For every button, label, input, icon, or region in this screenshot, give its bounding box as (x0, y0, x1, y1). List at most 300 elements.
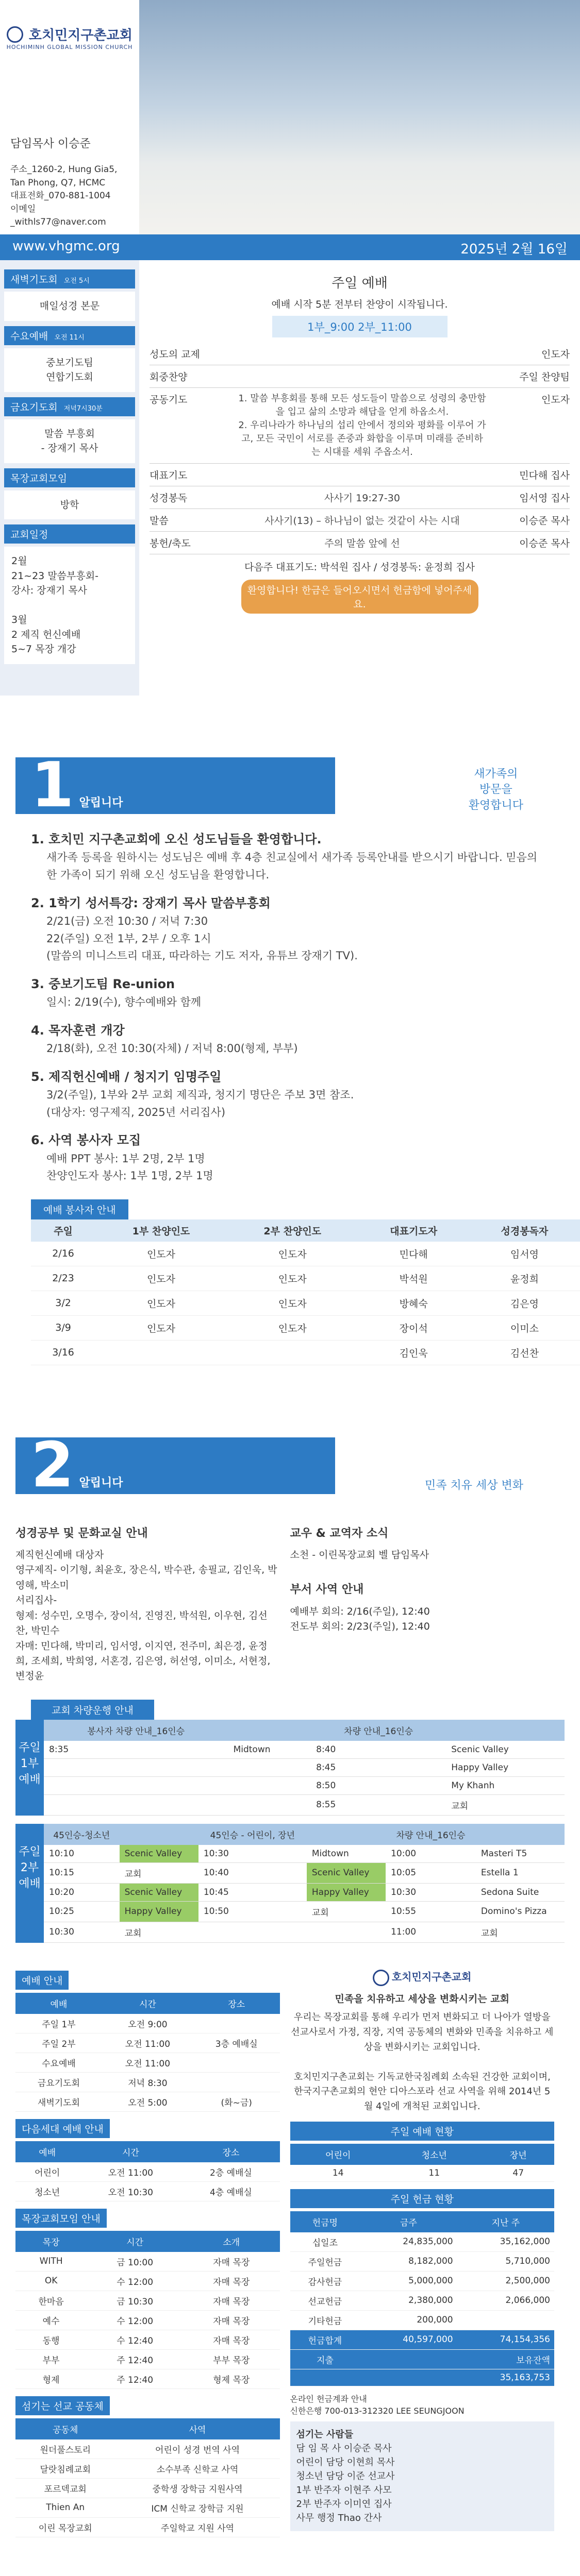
worship-rows (150, 343, 570, 554)
church-logo (0, 0, 139, 129)
table-row (290, 2369, 555, 2386)
table-cell: 박석원 (358, 1266, 469, 1291)
row-leader: 인도자 (541, 394, 570, 405)
table-cell: Thien An (15, 2498, 115, 2517)
table-cell: 이린 목장교회 (15, 2517, 115, 2537)
sidebar-block (4, 468, 135, 520)
table-cell: 중학생 장학금 지원사역 (115, 2478, 279, 2498)
row-label: 회중찬양 (150, 371, 188, 383)
table-cell: 소수부족 신학교 사역 (115, 2459, 279, 2478)
table-cell: 10:30 (44, 1922, 120, 1942)
table-cell: 2,500,000 (457, 2271, 554, 2291)
table-row (44, 1741, 565, 1759)
sidebar-heading: 금요기도회 저녁7시30분 (4, 397, 135, 416)
table-cell: 새벽기도회 (15, 2092, 102, 2111)
announcements-2 (0, 1429, 580, 2537)
table-cell: 10:10 (44, 1845, 120, 1863)
table-cell: 부부 목장 (183, 2349, 279, 2369)
column-body: 소천 - 이린목장교회 벨 담임목사 (290, 1549, 429, 1561)
table-cell: 2,380,000 (360, 2291, 457, 2310)
table-header (476, 1824, 565, 1845)
table-row (44, 1758, 565, 1776)
table-cell: 형제 목장 (183, 2369, 279, 2388)
table-cell: 14 (290, 2165, 386, 2182)
table-header: 청소년 (386, 2144, 482, 2165)
table-row (290, 2271, 555, 2291)
table-cell: 10:40 (198, 1862, 307, 1883)
table-header (307, 1824, 386, 1845)
table-header: 목장 (15, 2231, 87, 2252)
table-header: 성경봉독자 (469, 1219, 580, 1242)
column-body: 예배부 회의: 2/16(주일), 12:40 전도부 회의: 2/23(주일), 12:40 (290, 1605, 430, 1632)
table-cell: 2/16 (31, 1242, 95, 1266)
table-cell: 임서영 (469, 1242, 580, 1266)
worship-row (150, 365, 570, 388)
welcome-badge: 환영합니다! 한금은 들어오시면서 헌금함에 넣어주세요. (241, 580, 478, 614)
table-cell: 감사헌금 (290, 2271, 360, 2291)
table-header: 주일 (31, 1219, 95, 1242)
url-bar (0, 234, 580, 260)
table-cell: Masteri T5 (476, 1845, 565, 1863)
row-content: 1. 말씀 부흥회를 통해 모든 성도들이 말씀으로 성령의 충만함을 입고 삶의 소망과 해답을 얻게 하옵소서. 2. 우리나라가 하나님의 섭리 안에서 정의와 평화를 이루어 가고, 모든 국민이 서로를 존중과 화합을 이루며 미래를 준비하는 시대를 세워 주옵소서. (238, 393, 486, 458)
announcement-heading: 4. 목자훈련 개강 (31, 1023, 125, 1038)
table-row (44, 1776, 565, 1794)
bulletin-date: 2025년 2월 16일 (460, 242, 568, 257)
table-cell (290, 2369, 360, 2386)
t4-table (15, 2418, 280, 2537)
table-cell: 5,710,000 (457, 2251, 554, 2271)
table-row (15, 2478, 280, 2498)
table-cell: OK (15, 2271, 87, 2291)
servers-table (31, 1219, 580, 1365)
table-cell: 8:50 (311, 1776, 446, 1794)
announcement-body: 3/2(주일), 1부와 2부 교회 제직과, 청지기 명단은 주보 3면 참조. (대상자: 영구제직, 2025년 서리집사) (46, 1089, 354, 1118)
table-row (31, 1242, 580, 1266)
table-cell (44, 1758, 228, 1776)
announcement-body: 2/21(금) 오전 10:30 / 저녁 7:30 22(주일) 오전 1부, 2부 / 오후 1시 (말씀의 미니스트리 대표, 따라하는 기도 저자, 유튜브 장재기 TV). (46, 914, 358, 962)
table-cell: 십일조 (290, 2232, 360, 2252)
table-cell (44, 1776, 228, 1794)
table-row (15, 2252, 280, 2272)
sidebar-heading: 새벽기도회 오전 5시 (4, 269, 135, 289)
bus-side-label: 주일 2부 예배 (15, 1824, 44, 1943)
worship-row (150, 464, 570, 486)
row-label: 말씀 (150, 515, 169, 527)
table-header: 장소 (182, 2141, 279, 2162)
row-label: 성도의 교제 (150, 349, 200, 360)
column-title: 교우 & 교역자 소식 (290, 1527, 389, 1540)
table-row (15, 2439, 280, 2459)
worship-times: 1부_9:00 2부_11:00 (272, 316, 448, 337)
worship-row (150, 343, 570, 365)
table-cell: 오전 5:00 (102, 2092, 193, 2111)
table-row (290, 2291, 555, 2310)
table-cell: 기타헌금 (290, 2310, 360, 2330)
stat-table (290, 2144, 555, 2182)
bus-table-2 (15, 1824, 565, 1943)
sidebar-block (4, 397, 135, 463)
table-title: 예배 안내 (15, 1971, 69, 1990)
table-cell: 원더풀스토리 (15, 2439, 115, 2459)
table-row (290, 2349, 555, 2369)
cover-section (0, 0, 580, 696)
table-row (290, 2310, 555, 2330)
table-row (15, 2349, 280, 2369)
table-cell: Happy Valley (446, 1758, 565, 1776)
table-cell: ICM 신학교 장학금 지원 (115, 2498, 279, 2517)
table-cell: Scenic Valley (307, 1862, 386, 1883)
table-row (15, 2271, 280, 2291)
bus-title: 교회 차량운행 안내 (31, 1700, 154, 1720)
table-row (15, 2033, 280, 2053)
table-cell: 주 12:40 (87, 2369, 183, 2388)
row-content: 사사기(13) – 하나님이 없는 것같이 사는 시대 (264, 515, 460, 527)
table-header: 차량 안내_16인승 (311, 1720, 446, 1741)
table-cell (198, 1922, 307, 1942)
sidebar-body: 방학 (4, 490, 135, 520)
table-cell: 10:30 (386, 1883, 476, 1901)
table-cell: 김선찬 (469, 1340, 580, 1365)
table-row (15, 2369, 280, 2388)
table-cell (193, 2014, 280, 2033)
table-header (120, 1824, 198, 1845)
table-cell: (화~금) (193, 2092, 280, 2111)
table-row (44, 1862, 565, 1883)
table-cell: 포르덱교회 (15, 2478, 115, 2498)
row-label: 대표기도 (150, 470, 188, 482)
table-cell: 방혜숙 (358, 1291, 469, 1315)
table-header: 시간 (87, 2231, 183, 2252)
table-row (44, 1794, 565, 1815)
table-cell: 헌금합계 (290, 2330, 360, 2349)
right-column (139, 0, 580, 696)
table-cell: 자매 목장 (183, 2291, 279, 2310)
sidebar-body: 중보기도팀 연합기도회 (4, 348, 135, 392)
table-cell: 2층 예배실 (182, 2162, 279, 2182)
table-row (31, 1315, 580, 1340)
table-cell: 8,182,000 (360, 2251, 457, 2271)
table-cell (307, 1922, 386, 1942)
table-header: 시간 (102, 1993, 193, 2014)
table-cell: 저녁 8:30 (102, 2072, 193, 2092)
row-label: 봉헌/축도 (150, 538, 191, 550)
table-cell (360, 2369, 457, 2386)
table-header: 어린이 (290, 2144, 386, 2165)
table-cell: 4층 예배실 (182, 2181, 279, 2201)
table-cell: 인도자 (227, 1291, 358, 1315)
table-cell: 10:00 (386, 1845, 476, 1863)
table-cell: 10:25 (44, 1901, 120, 1922)
table-cell: 3/16 (31, 1340, 95, 1365)
table-cell: 자매 목장 (183, 2252, 279, 2272)
account-info: 온라인 헌금계좌 안내 신한은행 700-013-312320 LEE SEUNGJOON (290, 2394, 465, 2416)
address-line: Tan Phong, Q7, HCMC (10, 177, 106, 188)
worship-row (150, 509, 570, 532)
table-header: 시간 (79, 2141, 182, 2162)
row-content: 주의 말씀 앞에 선 (324, 538, 400, 550)
table-cell: 청소년 (15, 2181, 79, 2201)
table-header: 차량 안내_16인승 (386, 1824, 476, 1845)
table-cell: 교회 (476, 1922, 565, 1942)
table-cell: 주일학교 지원 사역 (115, 2517, 279, 2537)
pastor-name: 담임목사 이승준 (10, 138, 91, 150)
table-cell: 자매 목장 (183, 2271, 279, 2291)
announcement-body: 예배 PPT 봉사: 1부 2명, 2부 1명 찬양인도자 봉사: 1부 1명, 2부 1명 (46, 1152, 213, 1182)
row-leader: 주일 찬양팀 (519, 371, 570, 383)
table-cell: 8:55 (311, 1794, 446, 1815)
logo-icon (373, 1970, 389, 1986)
table-cell: 11 (386, 2165, 482, 2182)
bus2-table (44, 1824, 565, 1943)
sidebar-block (4, 524, 135, 664)
announcement-body: 새가족 등록을 원하시는 성도님은 예배 후 4층 친교실에서 새가족 등록안내를 받으시기 바랍니다. 믿음의 한 가족이 되기 위해 오신 성도님을 환영합니다. (46, 851, 538, 881)
table-cell: 자매 목장 (183, 2310, 279, 2330)
schedule-sidebar (0, 260, 139, 696)
table-cell: 김인욱 (358, 1340, 469, 1365)
sidebar-heading: 교회일정 (4, 524, 135, 544)
table-header: 장년 (482, 2144, 554, 2165)
table-cell: 어린이 (15, 2162, 79, 2182)
table-row (31, 1266, 580, 1291)
worship-title: 주일 예배 (332, 276, 388, 291)
table-cell: Domino's Pizza (476, 1901, 565, 1922)
table-cell: 오전 11:00 (79, 2162, 182, 2182)
table-cell: 금 10:00 (87, 2252, 183, 2272)
table-row (290, 2330, 555, 2349)
address (10, 163, 129, 229)
left-column (0, 0, 139, 696)
section-number: 1 알립니다 (15, 757, 335, 814)
table-row (15, 2310, 280, 2330)
mission-text: 우리는 목장교회를 통해 우리가 먼저 변화되고 더 나아가 열방을 선교사로서 가정, 직장, 지역 공동체의 변화와 민족을 치유하고 세상을 변화시키는 교회입니다. 호치민지구촌교회는 기독교한국침례회 소속된 건강한 교회이며, 한국지구촌교회의 현안 디아스포라 선교 사역을 위해 2014년 5월 4일에 개척된 교회입니다. (291, 2012, 554, 2112)
table-cell: 주일 2부 (15, 2033, 102, 2053)
staff-box: 섬기는 사람들 담 임 목 사 이승준 목사 어린이 담당 이현희 목사 청소년 담당 이준 선교사 1부 반주자 이현주 사모 2부 반주자 이미연 집사 사무 행정 Thao 간사 (290, 2421, 555, 2531)
table-header: 1부 찬양인도 (95, 1219, 227, 1242)
row-leader: 이승준 목사 (519, 538, 570, 550)
table-cell: 교회 (307, 1901, 386, 1922)
table-cell: Scenic Valley (120, 1845, 198, 1863)
table-cell: 35,163,753 (457, 2369, 554, 2386)
row-leader: 이승준 목사 (519, 515, 570, 527)
table-cell: 인도자 (95, 1291, 227, 1315)
table-cell: Estella 1 (476, 1862, 565, 1883)
table-cell: Midtown (307, 1845, 386, 1863)
logo-small: 호치민지구촌교회 (290, 1969, 555, 1987)
table-row (15, 2330, 280, 2349)
table-cell: 형제 (15, 2369, 87, 2388)
table-cell (193, 2072, 280, 2092)
announcement-heading: 6. 사역 봉사자 모집 (31, 1133, 141, 1148)
table-header: 2부 찬양인도 (227, 1219, 358, 1242)
table-cell: Happy Valley (307, 1883, 386, 1901)
table-cell: 선교헌금 (290, 2291, 360, 2310)
table-header: 예배 (15, 1993, 102, 2014)
table-row (15, 2459, 280, 2478)
bus-table-1 (15, 1720, 565, 1816)
table-cell: 부부 (15, 2349, 87, 2369)
table-cell: 2/23 (31, 1266, 95, 1291)
announcement-heading: 3. 중보기도팀 Re-union (31, 976, 175, 991)
table-cell: 3/9 (31, 1315, 95, 1340)
table-cell: 이미소 (469, 1315, 580, 1340)
logo-text: 호치민지구촌교회 (28, 28, 132, 43)
announcement-heading: 5. 제직헌신예배 / 청지기 임명주일 (31, 1069, 222, 1084)
table-cell: 한마음 (15, 2291, 87, 2310)
sidebar-heading: 목장교회모임 (4, 468, 135, 487)
table-row (31, 1340, 580, 1365)
table-cell: 10:20 (44, 1883, 120, 1901)
table-cell: Scenic Valley (120, 1883, 198, 1901)
table-cell: 장이석 (358, 1315, 469, 1340)
table-cell: 200,000 (360, 2310, 457, 2330)
table-cell: 인도자 (227, 1266, 358, 1291)
website-url[interactable]: www.vhgmc.org (12, 239, 120, 254)
t1-table (15, 1993, 280, 2112)
table-cell: 수 12:40 (87, 2330, 183, 2349)
table-header: 봉사자 차량 안내_16인승 (44, 1720, 228, 1741)
table-header (446, 1720, 565, 1741)
table-title: 예배 봉사자 안내 (31, 1199, 128, 1219)
table-cell (227, 1340, 358, 1365)
email-line: 이메일_withls77@naver.com (10, 204, 106, 228)
table-row (31, 1291, 580, 1315)
table-cell: 40,597,000 (360, 2330, 457, 2349)
schedule-column (15, 1963, 290, 2537)
welcome-tag: 새가족의 방문을 환영합니다 (468, 767, 523, 812)
table-cell: 주일헌금 (290, 2251, 360, 2271)
row-label: 성경봉독 (150, 493, 188, 504)
table-cell (193, 2053, 280, 2072)
table-cell: 예수 (15, 2310, 87, 2330)
table-cell: 11:00 (386, 1922, 476, 1942)
table-cell: 인도자 (95, 1315, 227, 1340)
worship-order (139, 260, 580, 620)
table-title: 다음세대 예배 안내 (15, 2119, 110, 2138)
table-header: 예배 (15, 2141, 79, 2162)
table-cell: Sedona Suite (476, 1883, 565, 1901)
bus-side-label: 주일 1부 예배 (15, 1720, 44, 1816)
sidebar-block (4, 269, 135, 321)
announcement-heading: 1. 호치민 지구촌교회에 오신 성도님들을 환영합니다. (31, 832, 322, 846)
table-cell: 인도자 (95, 1242, 227, 1266)
table-header: 45인승-청소년 (44, 1824, 120, 1845)
church-info (0, 129, 139, 235)
table-header (228, 1720, 311, 1741)
table-cell (44, 1794, 228, 1815)
table-cell: 주일 1부 (15, 2014, 102, 2033)
table-cell: 수 12:00 (87, 2271, 183, 2291)
column-body: 제직헌신예배 대상자 영구제직- 이기형, 최윤호, 장은식, 박수관, 송필교, 김인욱, 박영해, 박소미 서리집사- 형제: 성수민, 오명수, 장이석, 진영진, 박석원, 이우현, 김선찬, 박민수 자매: 민다해, 박미리, 임서영, 이지연, 전주미, 최은경, 윤정희, 조세희, 박희영, 서혼경, 김은영, 허선영, 이미소, 서현정, 변정윤 (15, 1549, 277, 1682)
table-row (15, 2181, 280, 2201)
table-cell: 35,162,000 (457, 2232, 554, 2252)
sidebar-body: 말씀 부흥회 - 장재기 목사 (4, 419, 135, 463)
table-cell: 오전 10:30 (79, 2181, 182, 2201)
table-cell: 10:05 (386, 1862, 476, 1883)
table-header: 45인승 - 어린이, 장년 (198, 1824, 307, 1845)
table-title: 목장교회모임 안내 (15, 2209, 107, 2228)
column-title: 부서 사역 안내 (290, 1583, 364, 1597)
table-cell: 인도자 (227, 1315, 358, 1340)
table-cell: 10:15 (44, 1862, 120, 1883)
table-cell: 교회 (120, 1922, 198, 1942)
worship-row (150, 532, 570, 554)
row-leader: 인도자 (541, 349, 570, 360)
row-leader: 임서영 집사 (519, 493, 570, 504)
table-row (15, 2498, 280, 2517)
table-cell: 47 (482, 2165, 554, 2182)
table-cell: 달랏침례교회 (15, 2459, 115, 2478)
table-cell: 수 12:00 (87, 2310, 183, 2330)
table-cell: 10:30 (198, 1845, 307, 1863)
motto-tag: 민족 치유 세상 변화 (425, 1479, 523, 1493)
hero-image (139, 0, 580, 234)
section-number: 2 알립니다 (15, 1437, 335, 1494)
table-title: 주일 예배 현황 (290, 2122, 555, 2141)
t3-table (15, 2231, 280, 2389)
table-cell: My Khanh (446, 1776, 565, 1794)
table-cell: 동행 (15, 2330, 87, 2349)
table-cell: 74,154,356 (457, 2330, 554, 2349)
table-cell: 금 10:30 (87, 2291, 183, 2310)
table-cell (360, 2349, 457, 2369)
table-cell: 김은영 (469, 1291, 580, 1315)
row-content: 사사기 19:27-30 (324, 493, 400, 504)
table-row (15, 2517, 280, 2537)
table-row (15, 2092, 280, 2111)
table-cell: 주 12:40 (87, 2349, 183, 2369)
table-row (15, 2053, 280, 2072)
table-cell: 보유잔액 (457, 2349, 554, 2369)
address-line: 주소_1260-2, Hung Gia5, (10, 164, 118, 175)
table-cell: 3층 예배실 (193, 2033, 280, 2053)
table-row (44, 1845, 565, 1863)
table-cell: 8:35 (44, 1741, 228, 1759)
table-cell: 민다해 (358, 1242, 469, 1266)
table-row (44, 1883, 565, 1901)
table-row (15, 2291, 280, 2310)
announcement-list (31, 829, 549, 1185)
table-cell: 오전 11:00 (102, 2053, 193, 2072)
table-cell (457, 2310, 554, 2330)
table-cell: 10:50 (198, 1901, 307, 1922)
table-cell: 3/2 (31, 1291, 95, 1315)
sidebar-block (4, 326, 135, 392)
table-cell: Happy Valley (120, 1901, 198, 1922)
table-cell: 오전 11:00 (102, 2033, 193, 2053)
announcement-body: 2/18(화), 오전 10:30(자체) / 저녁 8:00(형제, 부부) (46, 1042, 298, 1055)
fin-table (290, 2211, 555, 2386)
study-column (15, 1525, 290, 1684)
table-cell: 8:40 (311, 1741, 446, 1759)
table-row (15, 2014, 280, 2033)
table-header: 금주 (360, 2211, 457, 2232)
table-row (15, 2162, 280, 2182)
table-cell: 금요기도회 (15, 2072, 102, 2092)
mission-title: 민족을 치유하고 세상을 변화시키는 교회 (335, 1993, 509, 2005)
table-header: 대표기도자 (358, 1219, 469, 1242)
table-header: 소개 (183, 2231, 279, 2252)
table-cell: 24,835,000 (360, 2232, 457, 2252)
table-row (290, 2165, 555, 2182)
bus1-table (44, 1720, 565, 1816)
column-title: 성경공부 및 문화교실 안내 (15, 1527, 148, 1540)
table-cell: 어린이 성경 번역 사역 (115, 2439, 279, 2459)
table-cell: 윤정희 (469, 1266, 580, 1291)
table-row (290, 2251, 555, 2271)
table-cell: 교회 (446, 1794, 565, 1815)
table-cell: 수요예배 (15, 2053, 102, 2072)
table-cell: 2,066,000 (457, 2291, 554, 2310)
